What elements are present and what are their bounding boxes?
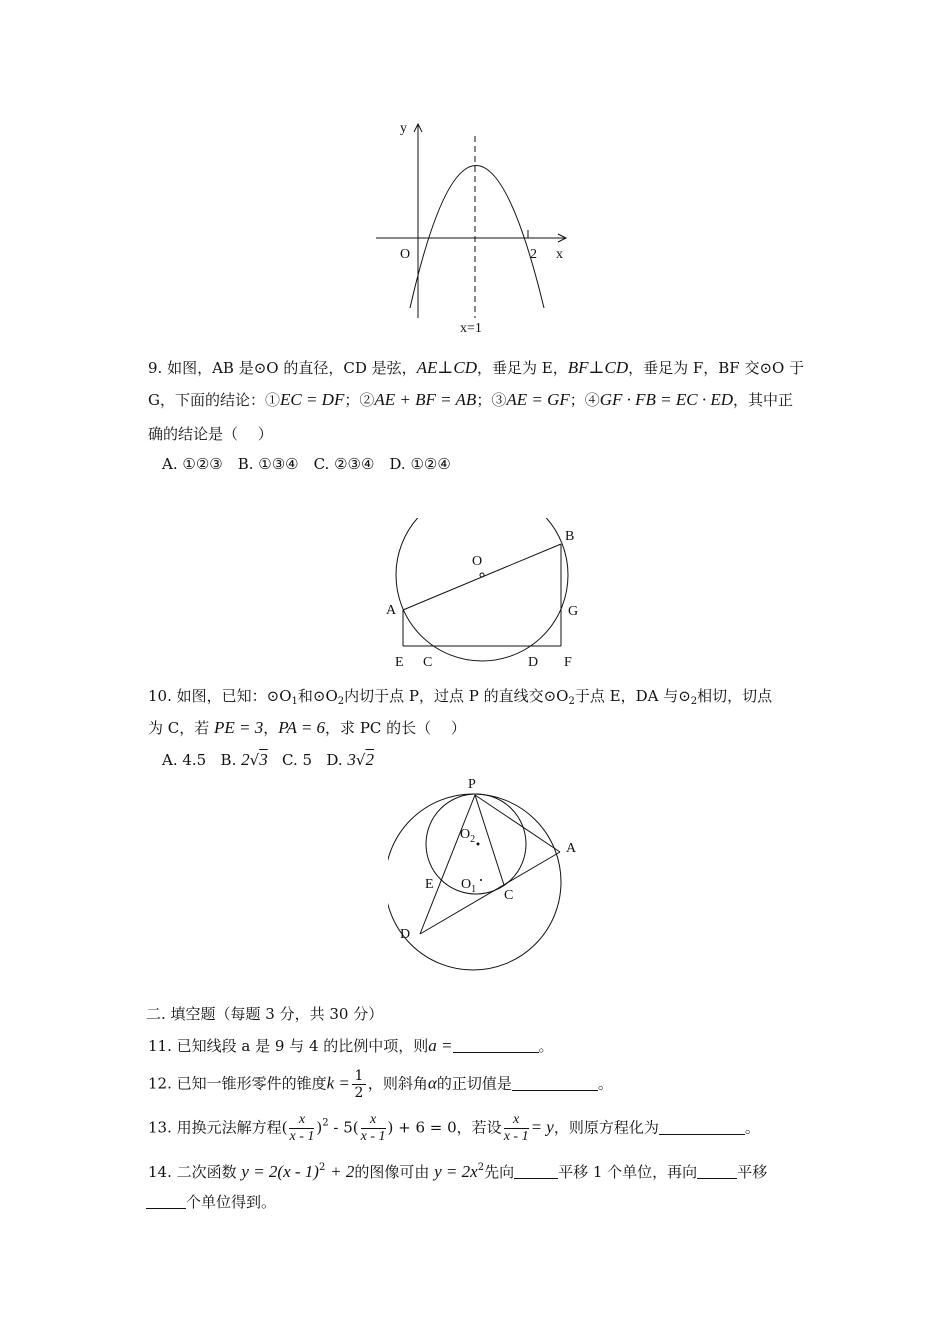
origin-label: O (400, 247, 411, 262)
label-g: G (568, 604, 579, 619)
math-bf-perp-cd: BF⊥CD (567, 358, 629, 377)
label-e: E (395, 655, 404, 670)
tick-2-label: 2 (530, 247, 537, 262)
circle-o1 (388, 794, 561, 970)
answer-blank[interactable] (512, 1076, 598, 1091)
segment-pa (475, 795, 560, 852)
segment-pc (475, 795, 504, 885)
x-label: x (556, 247, 563, 262)
q14-line-1: 14. 二次函数 y = 2(x - 1)$^2$ + 2的图像可由 $y = 2x^2$先向 平移 1 个单位，再向 平移 (148, 1162, 768, 1181)
parabola-curve (410, 166, 544, 309)
q10-line-2: 为 C，若 PE = 3，PA = 6，求 PC 的长（ ） (148, 718, 466, 737)
circle-diameter-figure (380, 518, 590, 673)
q9-options: A. ①②③ B. ①③④ C. ②③④ D. ①②④ (162, 455, 451, 473)
label-a: A (566, 841, 577, 856)
parabola-figure (370, 118, 580, 338)
answer-blank[interactable] (514, 1164, 558, 1179)
math-ae-perp-cd: AE⊥CD (416, 358, 477, 377)
answer-blank[interactable] (697, 1164, 737, 1179)
label-a: A (386, 603, 397, 618)
segment-da (420, 852, 560, 934)
fraction-1-2: $\frac{1}{2}$ (352, 1068, 366, 1101)
center-o2 (477, 843, 480, 846)
answer-blank[interactable] (453, 1038, 539, 1053)
circle-o (396, 518, 568, 661)
q13: 13. 用换元法解方程( $\frac{x}{x - 1}$ )$^2$ - 5( $\frac{x}{x - 1}$ ) + 6 = 0，若设 $\frac{x}{x - 1}$ = y，则原方程化为 。 (148, 1112, 760, 1144)
tangent-circles-figure (388, 772, 588, 988)
axis-x1-label: x=1 (460, 321, 482, 336)
label-o: O (472, 554, 483, 569)
label-e: E (425, 877, 434, 892)
center-o (480, 573, 484, 577)
label-d: D (528, 655, 539, 670)
circle-o2 (426, 794, 526, 894)
q14-line-2: 个单位得到。 (146, 1192, 276, 1212)
q9-line-1: 9. 如图，AB 是⊙O 的直径，CD 是弦，AE⊥CD，垂足为 E，BF⊥CD，垂足为 F，BF 交⊙O 于 (148, 358, 805, 377)
label-f: F (564, 655, 572, 670)
answer-blank[interactable] (146, 1194, 186, 1209)
y-label: y (400, 121, 407, 136)
section-2-heading: 二. 填空题（每题 3 分，共 30 分） (146, 1005, 384, 1023)
label-b: B (565, 529, 575, 544)
label-o1: $O_1$ (461, 877, 477, 895)
label-o2: $O_2$ (460, 827, 476, 845)
center-o1 (480, 879, 482, 881)
q11: 11. 已知线段 a 是 9 与 4 的比例中项，则a = 。 (148, 1036, 554, 1055)
label-c: C (504, 888, 514, 903)
q9-line-3: 确的结论是（ ） (148, 425, 273, 443)
label-d: D (400, 927, 411, 942)
q10-line-1: 10. 如图，已知：$⊙O_1$和$⊙O_2$内切于点 P，过点 P 的直线交$⊙O_2$于点 E，DA 与$⊙_2$相切，切点 (148, 687, 773, 707)
segment-pd (420, 795, 475, 934)
label-c: C (423, 655, 433, 670)
answer-blank[interactable] (659, 1120, 745, 1135)
q9-line-2: G，下面的结论：①EC = DF；②AE + BF = AB；③AE = GF；④GF · FB = EC · ED，其中正 (148, 390, 794, 409)
q10-options: A. 4.5 B. 2√3 C. 5 D. 3√2 (162, 750, 374, 769)
q12: 12. 已知一锥形零件的锥度k = $\frac{1}{2}$ ，则斜角α的正切值是 。 (148, 1068, 613, 1101)
label-p: P (468, 777, 476, 792)
